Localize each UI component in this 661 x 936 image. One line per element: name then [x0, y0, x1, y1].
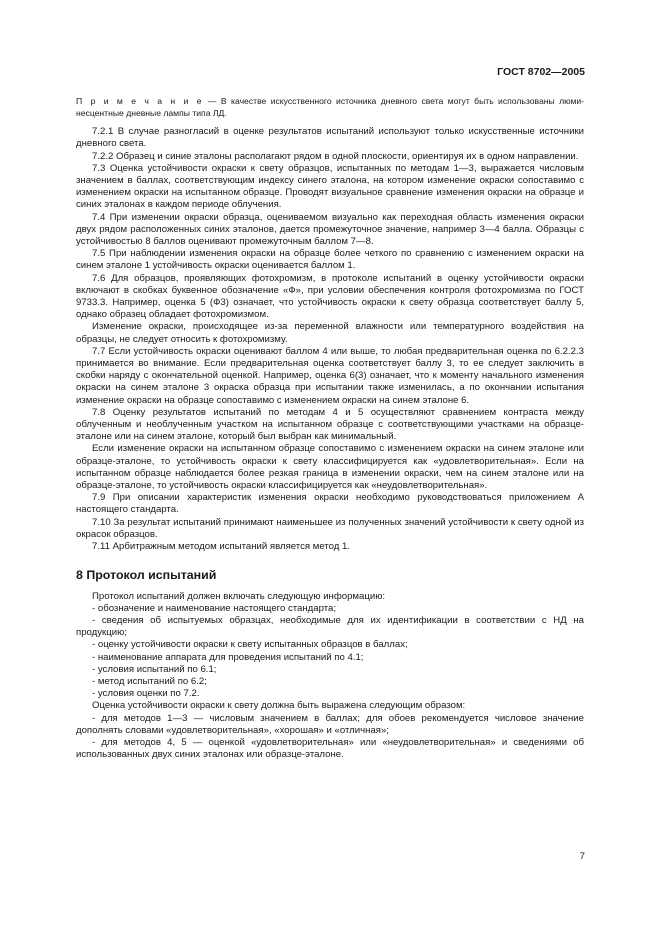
list-item: - условия оценки по 7.2.: [92, 688, 200, 700]
note: [76, 96, 584, 119]
paragraph-7-2-1: 7.2.1 В случае разногласий в оценке результатов испытаний используют только искусственные источники дневного света.: [76, 126, 584, 150]
evaluation-item: - для методов 1—3 — числовым значением в баллах; для обоев рекомендуется числовое значение дополнять словами «удовлетворительная», «хорошая» и «отличная»;: [76, 712, 584, 736]
document-code: ГОСТ 8702—2005: [497, 66, 585, 78]
paragraph-7-8: 7.8 Оценку результатов испытаний по методам 4 и 5 осуществляют сравнением контраста между облученным и необлученным участком на испытанном образце с соответствующими участками на образце-эталоне или на синем эталоне, который был выбран как минимальный.: [76, 406, 584, 443]
page-content: [76, 96, 584, 761]
evaluation-item: - для методов 4, 5 — оценкой «удовлетворительная» или «неудовлетворительная» и сведениями об использованных двух синих эталонах или образце-эталоне.: [76, 736, 584, 761]
list-item: - наименование аппарата для проведения испытаний по 4.1;: [92, 651, 364, 663]
list-item: - оценку устойчивости окраски к свету испытанных образцов в баллах;: [92, 639, 408, 651]
page-number: 7: [579, 851, 585, 862]
paragraph-7-10: 7.10 За результат испытаний принимают наименьшее из полученных значений устойчивости к свету одной из окрасок образцов.: [76, 516, 584, 540]
list-item: - условия испытаний по 6.1;: [92, 663, 217, 675]
paragraph-7-9: 7.9 При описании характеристик изменения окраски необходимо руководствоваться приложением А настоящего стандарта.: [76, 492, 584, 516]
paragraph-7-4: 7.4 При изменении окраски образца, оцениваемом визуально как переходная область изменения окраски двух рядом расположенных синих эталонов, дается промежуточное значение, например 3—4 балла. Образцы с устойчивостью 8 баллов оценивают промежуточным баллом 7—8.: [76, 211, 584, 248]
section-8-heading: 8 Протокол испытаний: [76, 568, 217, 583]
paragraph-7-8-classification: Если изменение окраски на испытанном образце сопоставимо с изменением окраски на синем эталоне или образце-эталоне, то устойчивость окраски к свету классифицируется как «удовлетворительная». Если на испытанном образце наблюдается более резкая граница в изменении окраски, чем на синем эталоне или на образце-эталоне, то устойчивость окраски классифицируется как «неудовлетворительная».: [76, 443, 584, 492]
note-lead: П р и м е ч а н и е: [76, 96, 204, 106]
note-text: — В качестве искусственного источника дневного света могут быть использованы люми-несцентные дневные лампы типа ЛД.: [76, 96, 585, 118]
paragraph-7-7: 7.7 Если устойчивость окраски оценивают баллом 4 или выше, то любая предварительная оценка по 6.2.2.3 принимается во внимание. Если предварительная оценка соответствует баллу 3, то ее следует заключить в скобки наряду с окончательной оценкой. Например, оценка 6(3) означает, что к моменту начального изменения окраски на синем эталоне 3 окраска образца при испытании также изменилась, а по окончании испытания изменение окраски на образце сопоставимо с изменением окраски на синем эталоне 6.: [76, 345, 584, 406]
evaluation-intro: Оценка устойчивости окраски к свету должна быть выражена следующим образом:: [92, 700, 466, 712]
paragraph-7-2-2: 7.2.2 Образец и синие эталоны располагают рядом в одной плоскости, ориентируя их в одном направлении.: [92, 150, 579, 162]
paragraph-7-3: 7.3 Оценка устойчивости окраски к свету образцов, испытанных по методам 1—3, выражается числовым значением в баллах, соответствующим индексу синего эталона, на котором изменение окраски сопоставимо с изменением окраски на испытанном образце. Проводят визуальное сравнение изменения окраски на образце и синих эталонах в каждом периоде облучения.: [76, 162, 584, 211]
list-item: - сведения об испытуемых образцах, необходимые для их идентификации в соответствии с НД на продукцию;: [76, 614, 584, 639]
list-item: - метод испытаний по 6.2;: [92, 675, 207, 687]
list-item: - обозначение и наименование настоящего стандарта;: [92, 602, 337, 614]
paragraph-7-6: 7.6 Для образцов, проявляющих фотохромизм, в протоколе испытаний в оценку устойчивости окраски включают в скобках буквенное обозначение «Ф», при условии обеспечения контроля фотохромизма по ГОСТ 9733.3. Например, оценка 5 (Ф3) означает, что устойчивость окраски к свету образца соответствует баллу 5, однако образец обладает фотохромизмом.: [76, 272, 584, 321]
paragraph-photochromism-note: Изменение окраски, происходящее из-за переменной влажности или температурного воздействия на образцы, не следует относить к фотохромизму.: [76, 321, 584, 345]
paragraph-7-5: 7.5 При наблюдении изменения окраски на образце более четкого по сравнению с изменением окраски на синем эталоне 1 устойчивость окраски оценивается баллом 1.: [76, 248, 584, 272]
section-8-intro: Протокол испытаний должен включать следующую информацию:: [92, 590, 386, 602]
paragraph-7-11: 7.11 Арбитражным методом испытаний является метод 1.: [92, 541, 351, 553]
